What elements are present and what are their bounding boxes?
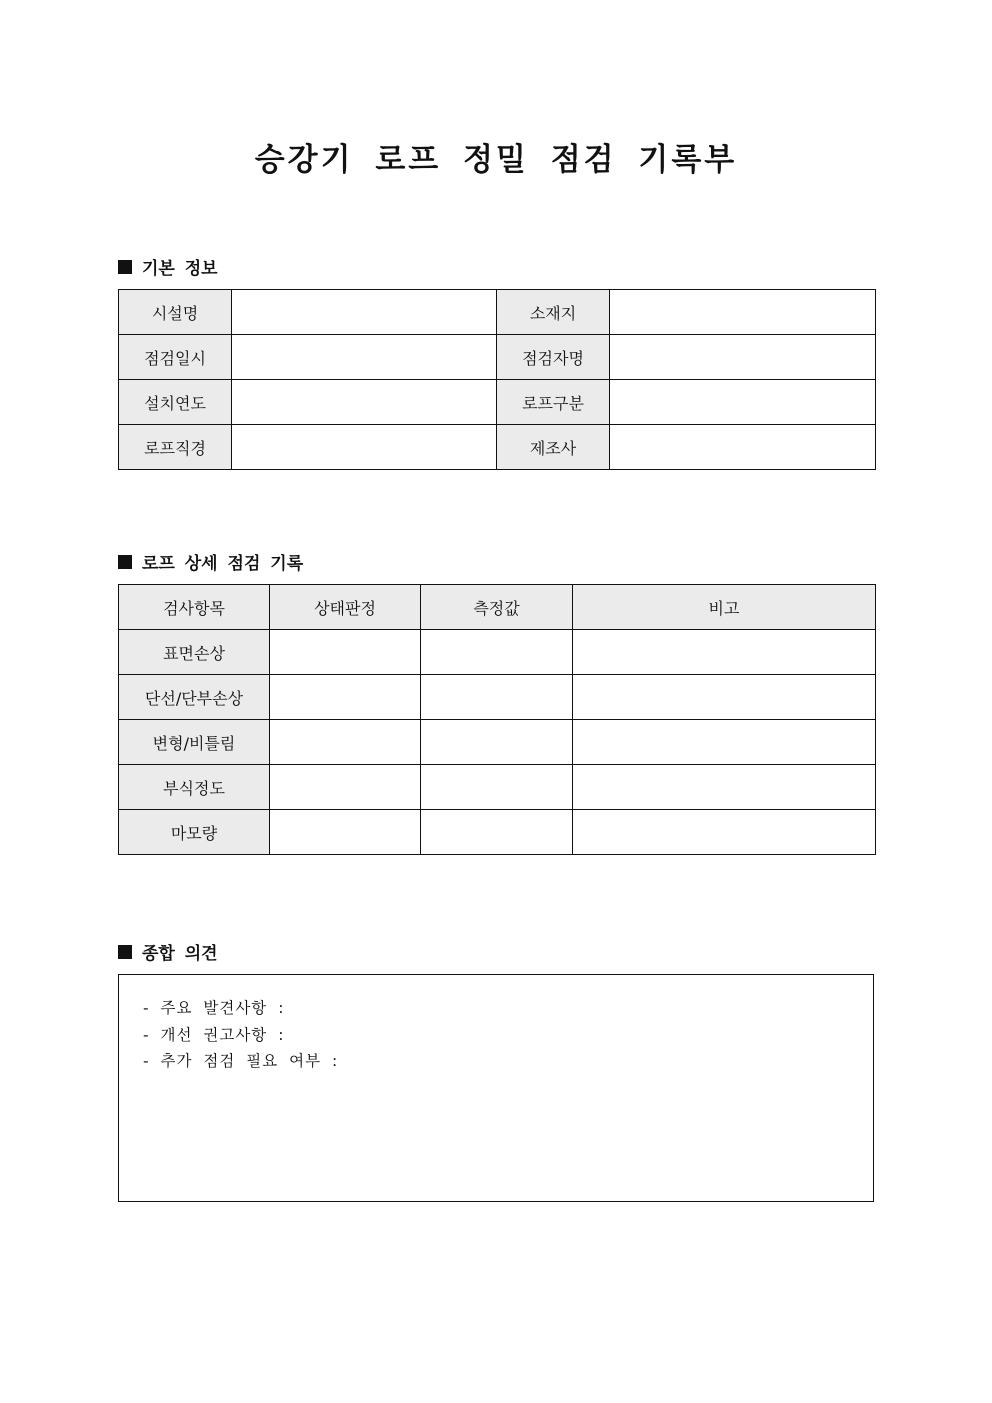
remarks-field[interactable] [573,675,876,720]
remarks-field[interactable] [573,810,876,855]
section-heading-overall-opinion [118,939,218,964]
overall-opinion-box[interactable] [118,974,874,1202]
column-header: 측정값 [421,585,573,630]
item-label: 단선/단부손상 [119,675,270,720]
status-field[interactable] [270,810,421,855]
opinion-line-improvement-recommendations: - 개선 권고사항 : [143,1026,285,1044]
square-bullet-icon [118,555,132,569]
label-cell: 점검일시 [119,335,232,380]
label-cell: 점검자명 [497,335,610,380]
status-field[interactable] [270,630,421,675]
section-heading-text: 로프 상세 점검 기록 [142,554,304,574]
opinion-line-main-findings: - 주요 발견사항 : [143,999,285,1017]
item-label: 부식정도 [119,765,270,810]
measurement-field[interactable] [421,630,573,675]
rope-type-field[interactable] [610,380,876,425]
detail-inspection-table [118,584,876,855]
column-header: 상태판정 [270,585,421,630]
section-heading-text: 종합 의견 [142,944,218,964]
inspector-name-field[interactable] [610,335,876,380]
measurement-field[interactable] [421,675,573,720]
item-label: 변형/비틀림 [119,720,270,765]
status-field[interactable] [270,720,421,765]
table-row [119,380,876,425]
section-heading-detail-inspection [118,549,303,574]
opinion-line-additional-inspection: - 추가 점검 필요 여부 : [143,1052,339,1070]
square-bullet-icon [118,260,132,274]
table-header-row [119,585,876,630]
table-row [119,425,876,470]
square-bullet-icon [118,945,132,959]
item-label: 표면손상 [119,630,270,675]
install-year-field[interactable] [232,380,497,425]
column-header: 검사항목 [119,585,270,630]
label-cell: 제조사 [497,425,610,470]
table-row [119,630,876,675]
label-cell: 로프직경 [119,425,232,470]
status-field[interactable] [270,675,421,720]
section-heading-basic-info [118,254,218,279]
item-label: 마모량 [119,810,270,855]
page-title: 승강기 로프 정밀 점검 기록부 [254,142,738,178]
measurement-field[interactable] [421,810,573,855]
table-row [119,675,876,720]
inspection-datetime-field[interactable] [232,335,497,380]
measurement-field[interactable] [421,765,573,810]
remarks-field[interactable] [573,630,876,675]
label-cell: 설치연도 [119,380,232,425]
measurement-field[interactable] [421,720,573,765]
table-row [119,335,876,380]
label-cell: 소재지 [497,290,610,335]
label-cell: 로프구분 [497,380,610,425]
table-row [119,810,876,855]
section-heading-text: 기본 정보 [142,259,218,279]
table-row [119,720,876,765]
label-cell: 시설명 [119,290,232,335]
remarks-field[interactable] [573,765,876,810]
column-header: 비고 [573,585,876,630]
table-row [119,290,876,335]
location-field[interactable] [610,290,876,335]
manufacturer-field[interactable] [610,425,876,470]
facility-name-field[interactable] [232,290,497,335]
table-row [119,765,876,810]
status-field[interactable] [270,765,421,810]
basic-info-table [118,289,876,470]
remarks-field[interactable] [573,720,876,765]
rope-diameter-field[interactable] [232,425,497,470]
